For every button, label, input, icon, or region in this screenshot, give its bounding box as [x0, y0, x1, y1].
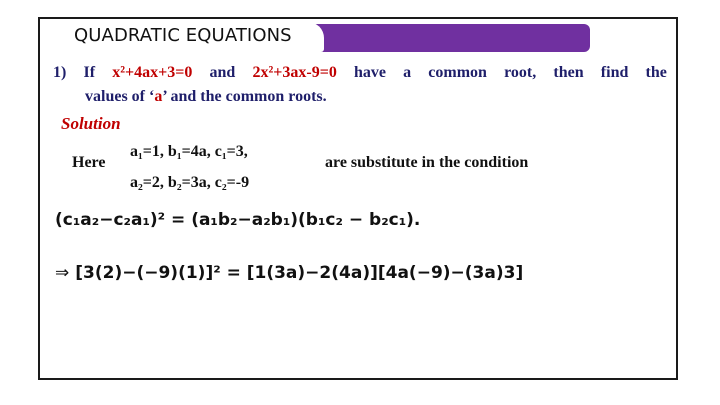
solution-heading: Solution [61, 114, 121, 133]
word-root: root, [504, 64, 537, 81]
slide-title: QUADRATIC EQUATIONS [74, 25, 292, 46]
implies-arrow-icon: ⇒ [55, 263, 70, 283]
question-text-end: ’ and the common roots. [162, 88, 327, 105]
equation-2: 2x²+3ax-9=0 [252, 64, 337, 81]
substitution-step [55, 263, 523, 283]
condition-formula: (c₁a₂−c₂a₁)² = (a₁b₂−a₂b₁)(b₁c₂ − b₂c₁). [55, 210, 421, 230]
coefficients-row-2: a₂=2, b₂=3a, c₂=-9 [130, 174, 250, 191]
question-line-1 [53, 61, 667, 85]
word-then: then [553, 64, 584, 81]
question [53, 61, 667, 109]
coefficients-row-1: a₁=1, b₁=4a, c₁=3, [130, 143, 248, 160]
word-a: a [403, 64, 412, 81]
here-label: Here [72, 154, 106, 171]
question-line-2 [53, 85, 667, 109]
word-the: the [645, 64, 667, 81]
equation-1: x²+4ax+3=0 [112, 64, 193, 81]
word-common: common [428, 64, 487, 81]
question-number: 1) [53, 64, 67, 81]
word-have: have [353, 64, 386, 81]
variable-a: a [154, 88, 163, 105]
word-if: If [83, 64, 96, 81]
word-find: find [600, 64, 629, 81]
condition-text: are substitute in the condition [325, 154, 529, 171]
word-and: and [209, 64, 236, 81]
question-text: values of ‘ [85, 88, 155, 105]
substitution-expression: [3(2)−(−9)(1)]² = [1(3a)−2(4a)][4a(−9)−(3a)3] [75, 263, 524, 283]
